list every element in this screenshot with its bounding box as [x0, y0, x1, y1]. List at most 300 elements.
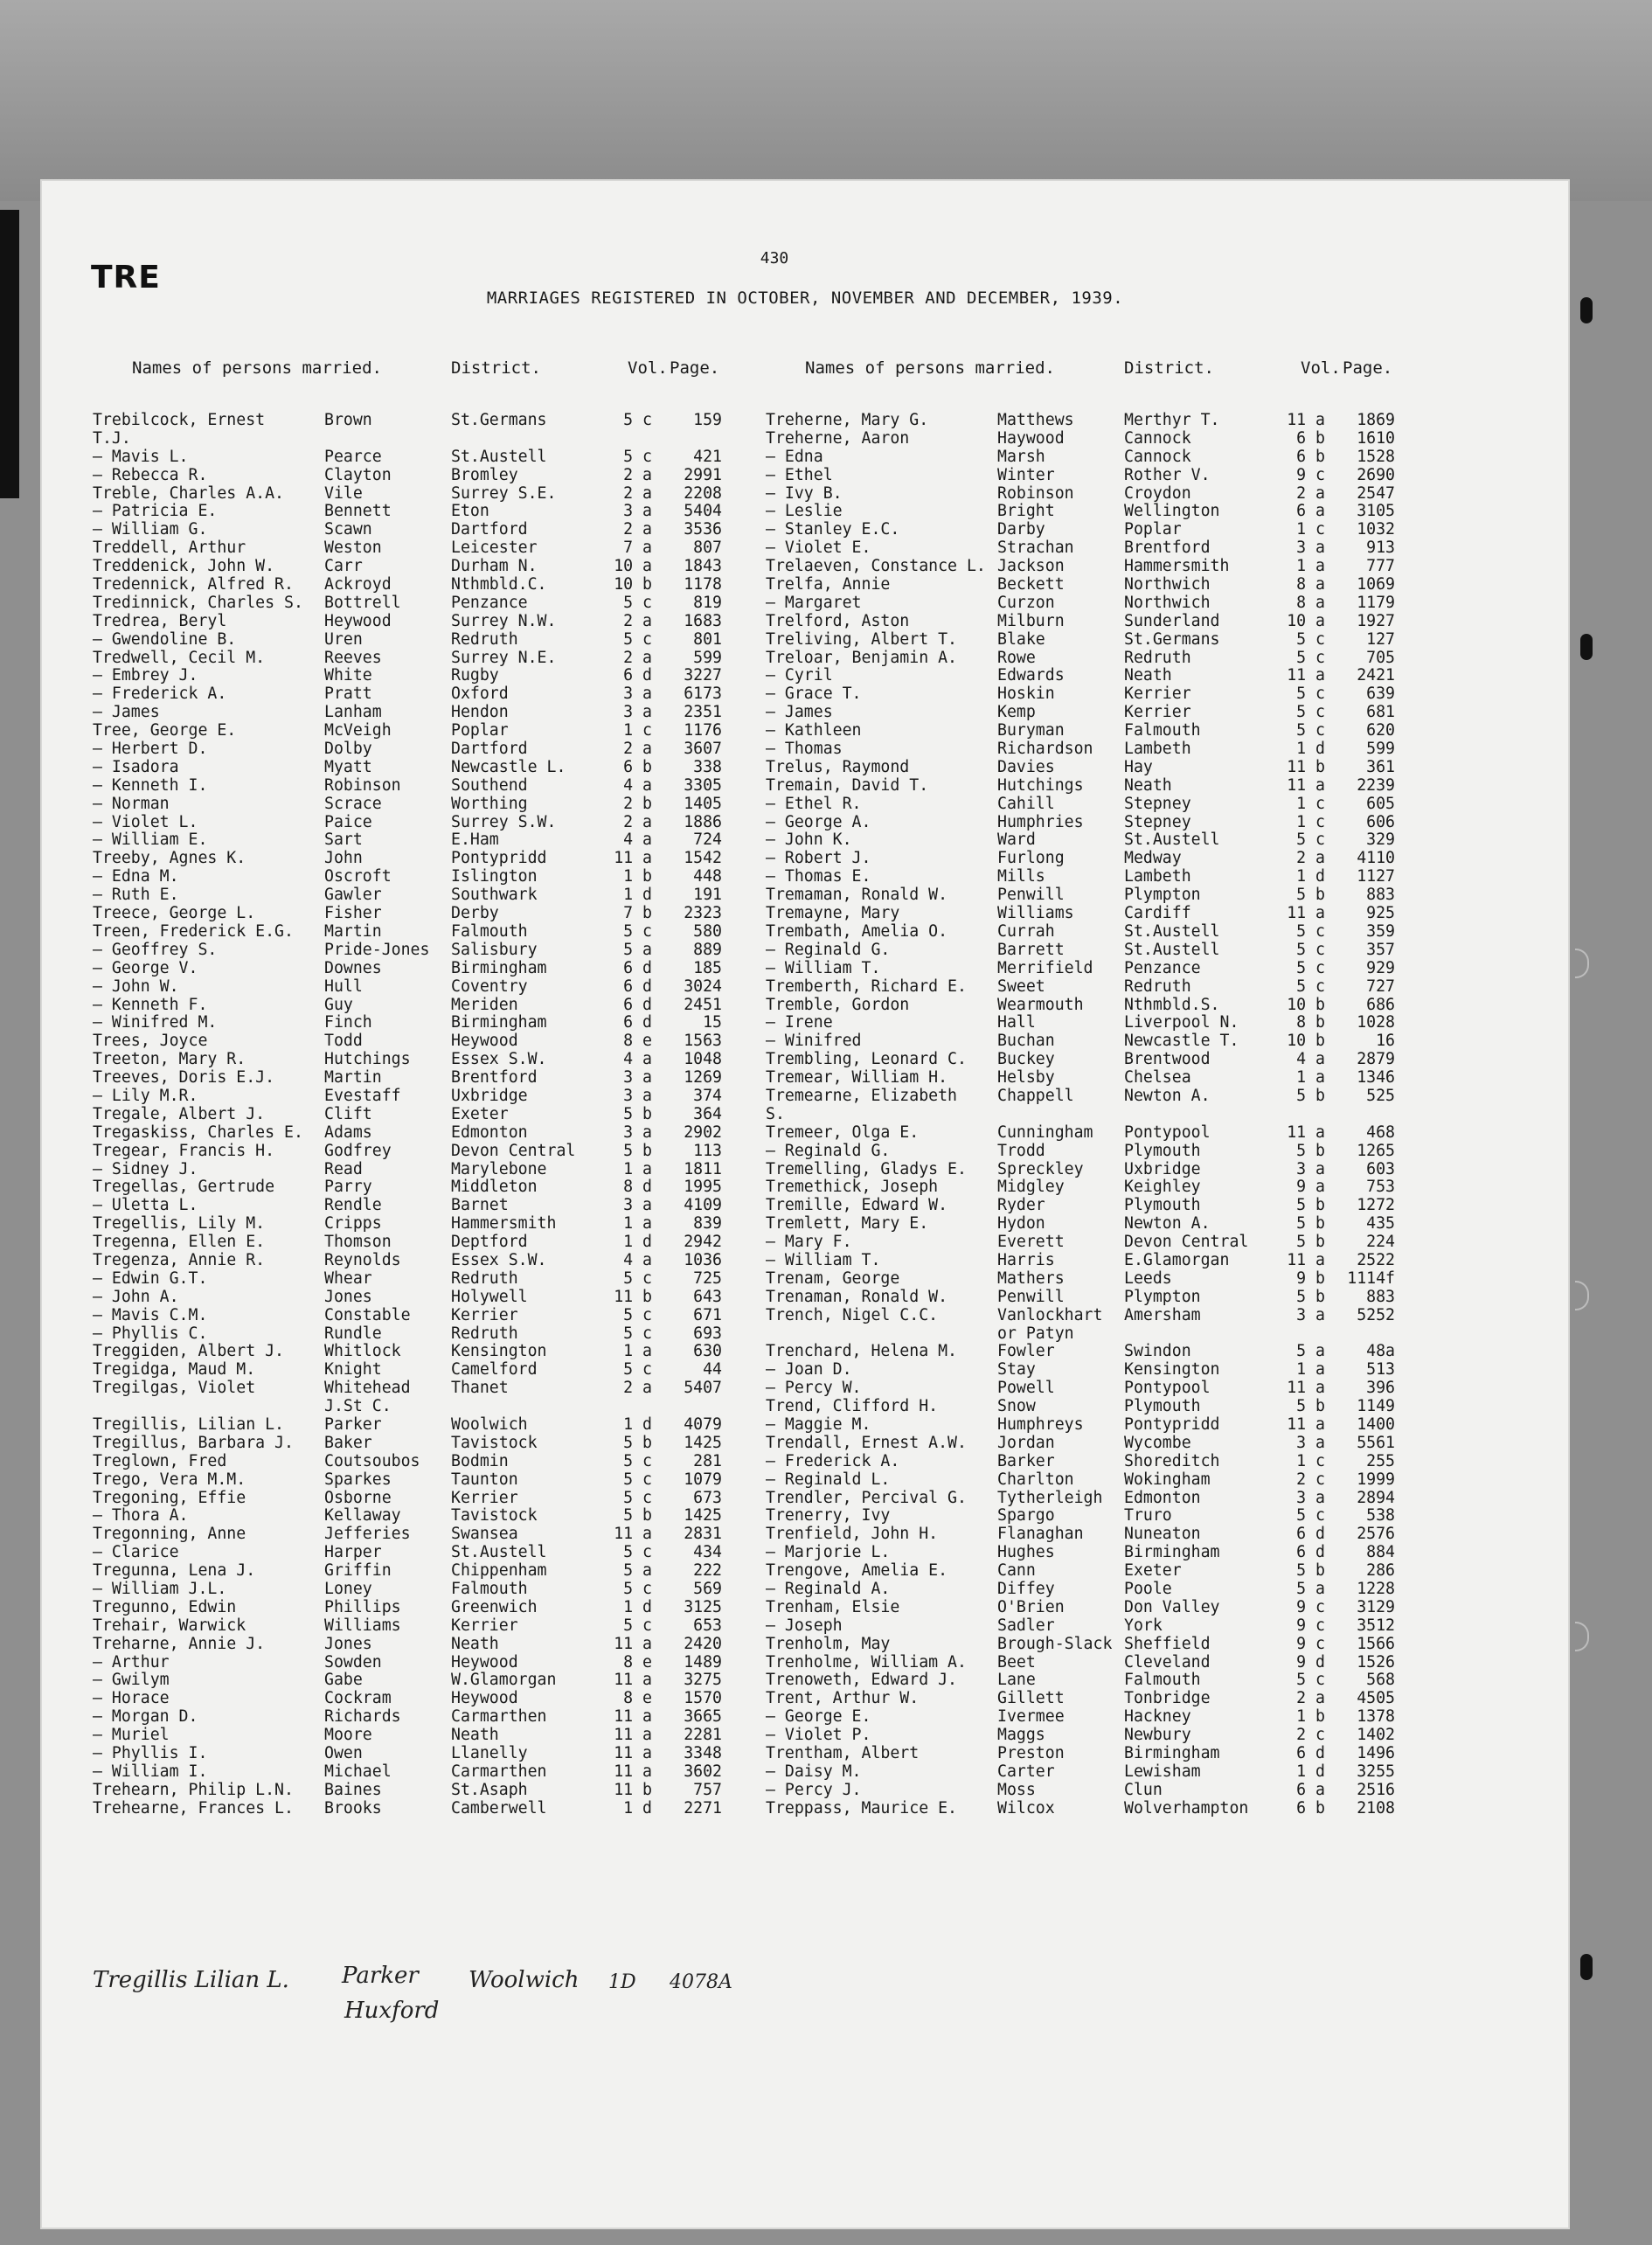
- handwritten-vol: 1D: [608, 1971, 636, 1993]
- entry-name: Treppass, Maurice E.: [766, 1798, 957, 1818]
- entry-spouse: Carr: [324, 557, 363, 576]
- entry-name: — Maggie M.: [766, 1414, 871, 1434]
- entry-spouse: Whitlock: [324, 1342, 401, 1361]
- entry-district: Kerrier: [451, 1488, 518, 1507]
- entry-district: Birmingham: [1124, 1744, 1220, 1763]
- entry-spouse: Trodd: [997, 1141, 1045, 1160]
- entry-district: Brentford: [451, 1068, 538, 1088]
- entry-page: 2323: [684, 904, 722, 923]
- entry-name: Trenerry, Ivy: [766, 1506, 891, 1526]
- entry-page: 653: [693, 1616, 722, 1635]
- entry-spouse: Moss: [997, 1780, 1036, 1799]
- entry-page: 1127: [1357, 867, 1395, 886]
- entry-district: Woolwich: [451, 1414, 528, 1434]
- entry-district: St.Austell: [1124, 940, 1220, 959]
- entry-name: — Edwin G.T.: [93, 1268, 208, 1288]
- entry-name: — Stanley E.C.: [766, 520, 900, 539]
- entry-spouse: Cripps: [324, 1214, 382, 1234]
- entry-spouse: Midgley: [997, 1178, 1065, 1197]
- entry-volume: 11 a: [614, 1762, 652, 1781]
- entry-volume: 5 a: [623, 940, 652, 959]
- entry-name: — Kenneth F.: [93, 995, 208, 1014]
- entry-name: Treeby, Agnes K.: [93, 849, 246, 868]
- entry-spouse: Hoskin: [997, 685, 1055, 704]
- entry-page: 15: [703, 1013, 722, 1032]
- entry-district: Falmouth: [1124, 721, 1201, 740]
- entry-district: Redruth: [451, 1268, 518, 1288]
- entry-page: 4110: [1357, 849, 1395, 868]
- entry-page: 671: [693, 1305, 722, 1324]
- header-vol: Vol.: [1301, 358, 1341, 378]
- entry-page: 1402: [1357, 1726, 1395, 1745]
- entry-district: Camberwell: [451, 1798, 547, 1818]
- entry-district: St.Austell: [451, 1543, 547, 1562]
- entry-page: 1811: [684, 1159, 722, 1178]
- entry-volume: 3 a: [623, 685, 652, 704]
- entry-name: — James: [766, 703, 833, 722]
- entry-name: Tredinnick, Charles S.: [93, 593, 303, 612]
- entry-page: 639: [1366, 685, 1395, 704]
- entry-spouse: Carter: [997, 1762, 1055, 1781]
- entry-district: Cannock: [1124, 447, 1191, 466]
- entry-volume: 5 c: [1296, 977, 1325, 996]
- entry-district: Hammersmith: [1124, 557, 1230, 576]
- entry-volume: 5 c: [623, 447, 652, 466]
- entry-volume: 7 b: [623, 904, 652, 923]
- entry-volume: 11 a: [1287, 1379, 1325, 1398]
- entry-spouse: Baines: [324, 1780, 382, 1799]
- entry-name: — John W.: [93, 977, 179, 996]
- entry-volume: 9 d: [1296, 1652, 1325, 1672]
- binder-ring-icon: [1575, 949, 1589, 978]
- entry-district: Sunderland: [1124, 611, 1220, 630]
- entry-volume: 3 a: [1296, 539, 1325, 558]
- entry-district: Exeter: [1124, 1561, 1182, 1581]
- entry-name: — Kathleen: [766, 721, 862, 740]
- entry-page: 1032: [1357, 520, 1395, 539]
- entry-name: Trehearne, Frances L.: [93, 1798, 294, 1818]
- entry-district: Meriden: [451, 995, 518, 1014]
- entry-district: Carmarthen: [451, 1707, 547, 1727]
- entry-spouse: J.St C.: [324, 1397, 392, 1416]
- entry-spouse: Oscroft: [324, 867, 392, 886]
- entry-volume: 1 d: [623, 886, 652, 905]
- entry-volume: 2 a: [623, 483, 652, 503]
- entry-page: 819: [693, 593, 722, 612]
- entry-district: Devon Central: [1124, 1233, 1249, 1252]
- entry-volume: 8 b: [1296, 1013, 1325, 1032]
- entry-district: Northwich: [1124, 593, 1211, 612]
- entry-volume: 2 a: [623, 740, 652, 759]
- entry-name: — Percy W.: [766, 1379, 862, 1398]
- entry-spouse: Brown: [324, 411, 372, 429]
- entry-name: — Edna M.: [93, 867, 179, 886]
- entry-district: Durham N.: [451, 557, 538, 576]
- entry-district: St.Germans: [451, 411, 547, 429]
- entry-spouse: McVeigh: [324, 721, 392, 740]
- entry-spouse: White: [324, 666, 372, 685]
- entry-volume: 9 a: [1296, 1178, 1325, 1197]
- entry-name: — Winifred M.: [93, 1013, 218, 1032]
- entry-page: 569: [693, 1580, 722, 1598]
- entry-volume: 5 c: [1296, 921, 1325, 941]
- entry-volume: 5 a: [1296, 1342, 1325, 1361]
- entry-name: Trenfield, John H.: [766, 1525, 939, 1544]
- entry-volume: 1 d: [623, 1414, 652, 1434]
- entry-page: 753: [1366, 1178, 1395, 1197]
- entry-district: Neath: [451, 1634, 499, 1653]
- entry-volume: 3 a: [623, 502, 652, 521]
- entry-spouse: Sadler: [997, 1616, 1055, 1635]
- entry-name: Trenam, George: [766, 1268, 900, 1288]
- entry-name: — John A.: [93, 1287, 179, 1306]
- entry-page: 396: [1366, 1379, 1395, 1398]
- entry-spouse: Phillips: [324, 1597, 401, 1616]
- entry-volume: 5 c: [623, 1268, 652, 1288]
- header-names: Names of persons married.: [132, 358, 382, 378]
- entry-volume: 11 a: [1287, 411, 1325, 429]
- entry-name: Trelford, Aston: [766, 611, 910, 630]
- entry-district: Penzance: [451, 593, 528, 612]
- entry-district: Camelford: [451, 1360, 538, 1380]
- entry-spouse: Blake: [997, 629, 1045, 649]
- entry-spouse: Rundle: [324, 1324, 382, 1343]
- entry-volume: 6 b: [1296, 447, 1325, 466]
- entry-spouse: Ryder: [997, 1196, 1045, 1215]
- entry-name: Trees, Joyce: [93, 1032, 208, 1051]
- entry-volume: 5 c: [623, 1360, 652, 1380]
- entry-spouse: Loney: [324, 1580, 372, 1598]
- entry-name: — Thora A.: [93, 1506, 189, 1526]
- entry-spouse: Clift: [324, 1104, 372, 1123]
- entry-page: 3348: [684, 1744, 722, 1763]
- entry-name: — Reginald A.: [766, 1580, 891, 1598]
- entry-spouse: Maggs: [997, 1726, 1045, 1745]
- entry-volume: 5 c: [1296, 1671, 1325, 1690]
- entry-volume: 5 c: [623, 1305, 652, 1324]
- page-title: MARRIAGES REGISTERED IN OCTOBER, NOVEMBER AND DECEMBER, 1939.: [486, 288, 1124, 308]
- entry-page: 1179: [1357, 593, 1395, 612]
- entry-name: T.J.: [93, 428, 131, 448]
- entry-name: Tregoning, Effie: [93, 1488, 246, 1507]
- entry-page: 643: [693, 1287, 722, 1306]
- entry-district: Neath: [1124, 775, 1172, 795]
- entry-spouse: Cann: [997, 1561, 1036, 1581]
- entry-district: Barnet: [451, 1196, 509, 1215]
- entry-volume: 6 d: [623, 995, 652, 1014]
- entry-spouse: Dolby: [324, 740, 372, 759]
- entry-volume: 10 a: [614, 557, 652, 576]
- entry-spouse: Merrifield: [997, 958, 1093, 977]
- entry-name: — Phyllis C.: [93, 1324, 208, 1343]
- entry-page: 1079: [684, 1470, 722, 1489]
- entry-volume: 1 c: [1296, 520, 1325, 539]
- entry-district: Essex S.W.: [451, 1050, 547, 1069]
- entry-name: — Joan D.: [766, 1360, 852, 1380]
- entry-spouse: Hutchings: [324, 1050, 411, 1069]
- entry-page: 191: [693, 886, 722, 905]
- entry-district: Cardiff: [1124, 904, 1191, 923]
- entry-name: Tremain, David T.: [766, 775, 929, 795]
- entry-spouse: Hughes: [997, 1543, 1055, 1562]
- entry-name: Treddell, Arthur: [93, 539, 246, 558]
- entry-district: Llanelly: [451, 1744, 528, 1763]
- entry-district: Poole: [1124, 1580, 1172, 1598]
- entry-district: Cleveland: [1124, 1652, 1211, 1672]
- entry-district: Brentford: [1124, 539, 1211, 558]
- entry-district: Middleton: [451, 1178, 538, 1197]
- entry-district: Hay: [1124, 757, 1153, 776]
- entry-volume: 3 a: [1296, 1159, 1325, 1178]
- entry-district: Sheffield: [1124, 1634, 1211, 1653]
- entry-name: — Mavis C.M.: [93, 1305, 208, 1324]
- entry-district: Redruth: [1124, 648, 1191, 667]
- entry-name: Treggiden, Albert J.: [93, 1342, 284, 1361]
- entry-spouse: Marsh: [997, 447, 1045, 466]
- entry-spouse: Flanaghan: [997, 1525, 1084, 1544]
- entry-page: 2894: [1357, 1488, 1395, 1507]
- entry-page: 2281: [684, 1726, 722, 1745]
- entry-spouse: Owen: [324, 1744, 363, 1763]
- entry-spouse: Coutsoubos: [324, 1451, 420, 1470]
- entry-spouse: Vanlockhart: [997, 1305, 1103, 1324]
- entry-spouse: Hull: [324, 977, 363, 996]
- entry-volume: 2 a: [623, 465, 652, 484]
- entry-spouse: Rowe: [997, 648, 1036, 667]
- handwritten-name: Tregillis Lilian L.: [93, 1967, 289, 1993]
- header-page: Page.: [670, 358, 720, 378]
- entry-spouse: Mathers: [997, 1268, 1065, 1288]
- entry-district: Birmingham: [451, 1013, 547, 1032]
- entry-name: Tregunno, Edwin: [93, 1597, 237, 1616]
- entry-volume: 1 a: [623, 1342, 652, 1361]
- entry-volume: 8 e: [623, 1032, 652, 1051]
- entry-page: 2991: [684, 465, 722, 484]
- entry-volume: 11 b: [614, 1780, 652, 1799]
- entry-volume: 1 a: [1296, 557, 1325, 576]
- entry-spouse: Scawn: [324, 520, 372, 539]
- entry-district: Lambeth: [1124, 867, 1191, 886]
- entry-page: 3665: [684, 1707, 722, 1727]
- entry-name: Tremayne, Mary: [766, 904, 900, 923]
- entry-spouse: Richardson: [997, 740, 1093, 759]
- entry-spouse: Humphries: [997, 812, 1084, 831]
- entry-spouse: Fisher: [324, 904, 382, 923]
- entry-spouse: Weston: [324, 539, 382, 558]
- entry-volume: 5 c: [623, 1451, 652, 1470]
- entry-name: Trenholm, May: [766, 1634, 891, 1653]
- entry-volume: 5 b: [623, 1433, 652, 1452]
- entry-page: 281: [693, 1451, 722, 1470]
- entry-name: — Geoffrey S.: [93, 940, 218, 959]
- entry-district: Coventry: [451, 977, 528, 996]
- entry-spouse: Martin: [324, 921, 382, 941]
- entry-district: Chelsea: [1124, 1068, 1191, 1088]
- entry-district: Salisbury: [451, 940, 538, 959]
- header-district: District.: [1124, 358, 1214, 378]
- entry-district: Lambeth: [1124, 740, 1191, 759]
- entry-name: Treeves, Doris E.J.: [93, 1068, 275, 1088]
- entry-volume: 11 a: [614, 1707, 652, 1727]
- entry-volume: 5 b: [1296, 886, 1325, 905]
- entry-name: — Phyllis I.: [93, 1744, 208, 1763]
- entry-page: 1178: [684, 575, 722, 594]
- entry-page: 883: [1366, 1287, 1395, 1306]
- entry-spouse: Downes: [324, 958, 382, 977]
- entry-spouse: Rendle: [324, 1196, 382, 1215]
- entry-page: 883: [1366, 886, 1395, 905]
- entry-spouse: Edwards: [997, 666, 1065, 685]
- entry-district: Newton A.: [1124, 1086, 1211, 1105]
- entry-district: Truro: [1124, 1506, 1172, 1526]
- entry-page: 913: [1366, 539, 1395, 558]
- entry-volume: 5 c: [1296, 1506, 1325, 1526]
- entry-page: 4505: [1357, 1689, 1395, 1708]
- entry-spouse: Kemp: [997, 703, 1036, 722]
- entry-name: — Edna: [766, 447, 823, 466]
- entry-spouse: Jones: [324, 1634, 372, 1653]
- entry-district: W.Glamorgan: [451, 1671, 557, 1690]
- entry-district: Lewisham: [1124, 1762, 1201, 1781]
- entry-volume: 5 b: [1296, 1196, 1325, 1215]
- entry-spouse: Gabe: [324, 1671, 363, 1690]
- entry-spouse: Clayton: [324, 465, 392, 484]
- entry-district: Pontypool: [1124, 1122, 1211, 1142]
- entry-spouse: Beet: [997, 1652, 1036, 1672]
- entry-page: 513: [1366, 1360, 1395, 1380]
- entry-district: Tavistock: [451, 1506, 538, 1526]
- entry-volume: 9 c: [1296, 1616, 1325, 1635]
- entry-name: Trelus, Raymond: [766, 757, 910, 776]
- entry-name: Tregenza, Annie R.: [93, 1250, 266, 1269]
- entry-volume: 10 a: [1287, 611, 1325, 630]
- entry-name: Tremear, William H.: [766, 1068, 948, 1088]
- entry-name: — Ruth E.: [93, 886, 179, 905]
- entry-page: 1563: [684, 1032, 722, 1051]
- entry-name: Tregillis, Lilian L.: [93, 1414, 284, 1434]
- entry-spouse: Robinson: [324, 775, 401, 795]
- entry-volume: 5 c: [623, 1543, 652, 1562]
- entry-name: Trebilcock, Ernest: [93, 411, 266, 429]
- entry-page: 2690: [1357, 465, 1395, 484]
- entry-volume: 11 a: [614, 1634, 652, 1653]
- entry-page: 1069: [1357, 575, 1395, 594]
- entry-page: 3227: [684, 666, 722, 685]
- entry-page: 603: [1366, 1159, 1395, 1178]
- entry-volume: 1 c: [623, 721, 652, 740]
- entry-spouse: Tytherleigh: [997, 1488, 1103, 1507]
- entry-district: Deptford: [451, 1233, 528, 1252]
- entry-spouse: Helsby: [997, 1068, 1055, 1088]
- entry-volume: 4 a: [1296, 1050, 1325, 1069]
- entry-volume: 5 c: [623, 629, 652, 649]
- entry-spouse: Williams: [324, 1616, 401, 1635]
- entry-spouse: Lane: [997, 1671, 1036, 1690]
- entry-name: Trenchard, Helena M.: [766, 1342, 957, 1361]
- entry-district: Nuneaton: [1124, 1525, 1201, 1544]
- entry-page: 3255: [1357, 1762, 1395, 1781]
- entry-page: 374: [693, 1086, 722, 1105]
- entry-page: 727: [1366, 977, 1395, 996]
- entry-volume: 11 a: [614, 1744, 652, 1763]
- entry-district: Redruth: [451, 629, 518, 649]
- binder-hole-icon: [1580, 297, 1593, 323]
- entry-spouse: Knight: [324, 1360, 382, 1380]
- entry-name: — John K.: [766, 831, 852, 850]
- entry-volume: 5 c: [623, 1488, 652, 1507]
- entry-page: 1843: [684, 557, 722, 576]
- entry-name: Tremaman, Ronald W.: [766, 886, 948, 905]
- entry-spouse: Buryman: [997, 721, 1065, 740]
- entry-spouse: Buchan: [997, 1032, 1055, 1051]
- entry-name: Tredrea, Beryl: [93, 611, 227, 630]
- entry-page: 4109: [684, 1196, 722, 1215]
- entry-name: — Patricia E.: [93, 502, 218, 521]
- entry-district: Edmonton: [1124, 1488, 1201, 1507]
- entry-volume: 5 c: [1296, 685, 1325, 704]
- entry-page: 1036: [684, 1250, 722, 1269]
- entry-district: Croydon: [1124, 483, 1191, 503]
- entry-district: Falmouth: [1124, 1671, 1201, 1690]
- entry-name: Tremeer, Olga E.: [766, 1122, 920, 1142]
- entry-name: Trentham, Albert: [766, 1744, 920, 1763]
- entry-spouse: Pearce: [324, 447, 382, 466]
- entry-page: 605: [1366, 794, 1395, 813]
- entry-district: Surrey S.W.: [451, 812, 557, 831]
- entry-name: — Winifred: [766, 1032, 862, 1051]
- entry-name: Tremearne, Elizabeth: [766, 1086, 957, 1105]
- entry-name: — William E.: [93, 831, 208, 850]
- entry-volume: 6 d: [623, 977, 652, 996]
- entry-volume: 6 a: [1296, 502, 1325, 521]
- entry-name: — Percy J.: [766, 1780, 862, 1799]
- entry-volume: 3 a: [1296, 1488, 1325, 1507]
- entry-spouse: Gawler: [324, 886, 382, 905]
- entry-volume: 5 c: [623, 1470, 652, 1489]
- entry-page: 568: [1366, 1671, 1395, 1690]
- entry-name: — Mary F.: [766, 1233, 852, 1252]
- handwritten-district: Woolwich: [469, 1967, 580, 1993]
- entry-volume: 5 a: [623, 1561, 652, 1581]
- entry-spouse: Ivermee: [997, 1707, 1065, 1727]
- entry-name: — Clarice: [93, 1543, 179, 1562]
- entry-name: Tremlett, Mary E.: [766, 1214, 929, 1234]
- entry-page: 435: [1366, 1214, 1395, 1234]
- entry-volume: 2 b: [623, 794, 652, 813]
- entry-page: 1400: [1357, 1414, 1395, 1434]
- entry-spouse: Kellaway: [324, 1506, 401, 1526]
- entry-volume: 2 c: [1296, 1470, 1325, 1489]
- entry-name: — Frederick A.: [766, 1451, 900, 1470]
- entry-district: Liverpool N.: [1124, 1013, 1239, 1032]
- entry-spouse: Sart: [324, 831, 363, 850]
- entry-district: Redruth: [1124, 977, 1191, 996]
- entry-spouse: Cockram: [324, 1689, 392, 1708]
- entry-volume: 11 a: [614, 1726, 652, 1745]
- entry-volume: 2 a: [1296, 483, 1325, 503]
- entry-volume: 9 c: [1296, 1597, 1325, 1616]
- entry-name: Tregidga, Maud M.: [93, 1360, 256, 1380]
- entry-volume: 2 a: [623, 812, 652, 831]
- entry-spouse: Mills: [997, 867, 1045, 886]
- entry-spouse: Robinson: [997, 483, 1074, 503]
- entry-page: 1927: [1357, 611, 1395, 630]
- entry-name: — Sidney J.: [93, 1159, 198, 1178]
- entry-page: 5407: [684, 1379, 722, 1398]
- entry-district: Swindon: [1124, 1342, 1191, 1361]
- entry-page: 599: [1366, 740, 1395, 759]
- entry-page: 1570: [684, 1689, 722, 1708]
